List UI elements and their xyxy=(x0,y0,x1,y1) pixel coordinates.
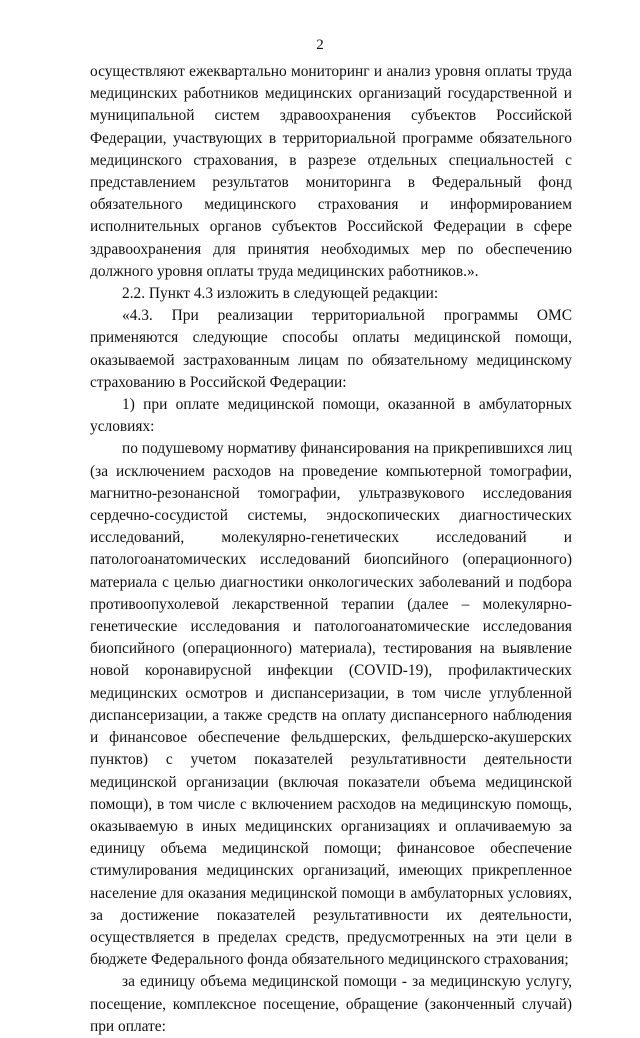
paragraph-per-capita-financing: по подушевому нормативу финансирования на прикрепившихся лиц (за исключением расходов на проведение компьютерной томографии, магнитно-резонансной томографии, ультразвукового исследования сердечно-сосудистой системы, эндоскопических диагностических исследований, молекулярно-генетических исследований и патологоанатомических исследований биопсийного (операционного) материала с целью диагностики онкологических заболеваний и подбора противоопухолевой лекарственной терапии (далее – молекулярно-генетические исследования и патологоанатомические исследования биопсийного (операционного) материала), тестирования на выявление новой коронавирусной инфекции (COVID-19), профилактических медицинских осмотров и диспансеризации, в том числе углубленной диспансеризации, а также средств на оплату диспансерного наблюдения и финансовое обеспечение фельдшерских, фельдшерско-акушерских пунктов) с учетом показателей результативности деятельности медицинской организации (включая показатели объема медицинской помощи), в том числе с включением расходов на медицинскую помощь, оказываемую в иных медицинских организациях и оплачиваемую за единицу объема медицинской помощи; финансовое обеспечение стимулирования медицинских организаций, имеющих прикрепленное население для оказания медицинской помощи в амбулаторных условиях, за достижение показателей результативности их деятельности, осуществляется в пределах средств, предусмотренных на эти цели в бюджете Федерального фонда обязательного медицинского страхования; xyxy=(90,440,572,969)
paragraph-outpatient-care: 1) при оплате медицинской помощи, оказанной в амбулаторных условиях: xyxy=(90,396,572,436)
paragraph-amendment-2-2: 2.2. Пункт 4.3 изложить в следующей редакции: xyxy=(122,285,439,303)
document-body xyxy=(90,61,572,1038)
page-number: 2 xyxy=(316,37,324,53)
paragraph-unit-of-volume: за единицу объема медицинской помощи - за медицинскую услугу, посещение, комплексное посещение, обращение (законченный случай) при оплате: xyxy=(90,973,572,1035)
paragraph-item-4-3: «4.3. При реализации территориальной программы ОМС применяются следующие способы оплаты медицинской помощи, оказываемой застрахованным лицам по обязательному медицинскому страхованию в Российской Федерации: xyxy=(90,307,572,391)
paragraph-monitoring-continuation: осуществляют ежеквартально мониторинг и анализ уровня оплаты труда медицинских работников медицинских организаций государственной и муниципальной систем здравоохранения субъектов Российской Федерации, участвующих в территориальной программе обязательного медицинского страхования, в разрезе отдельных специальностей с представлением результатов мониторинга в Федеральный фонд обязательного медицинского страхования и информированием исполнительных органов субъектов Российской Федерации в сфере здравоохранения для принятия необходимых мер по обеспечению должного уровня оплаты труда медицинских работников.». xyxy=(90,63,572,280)
